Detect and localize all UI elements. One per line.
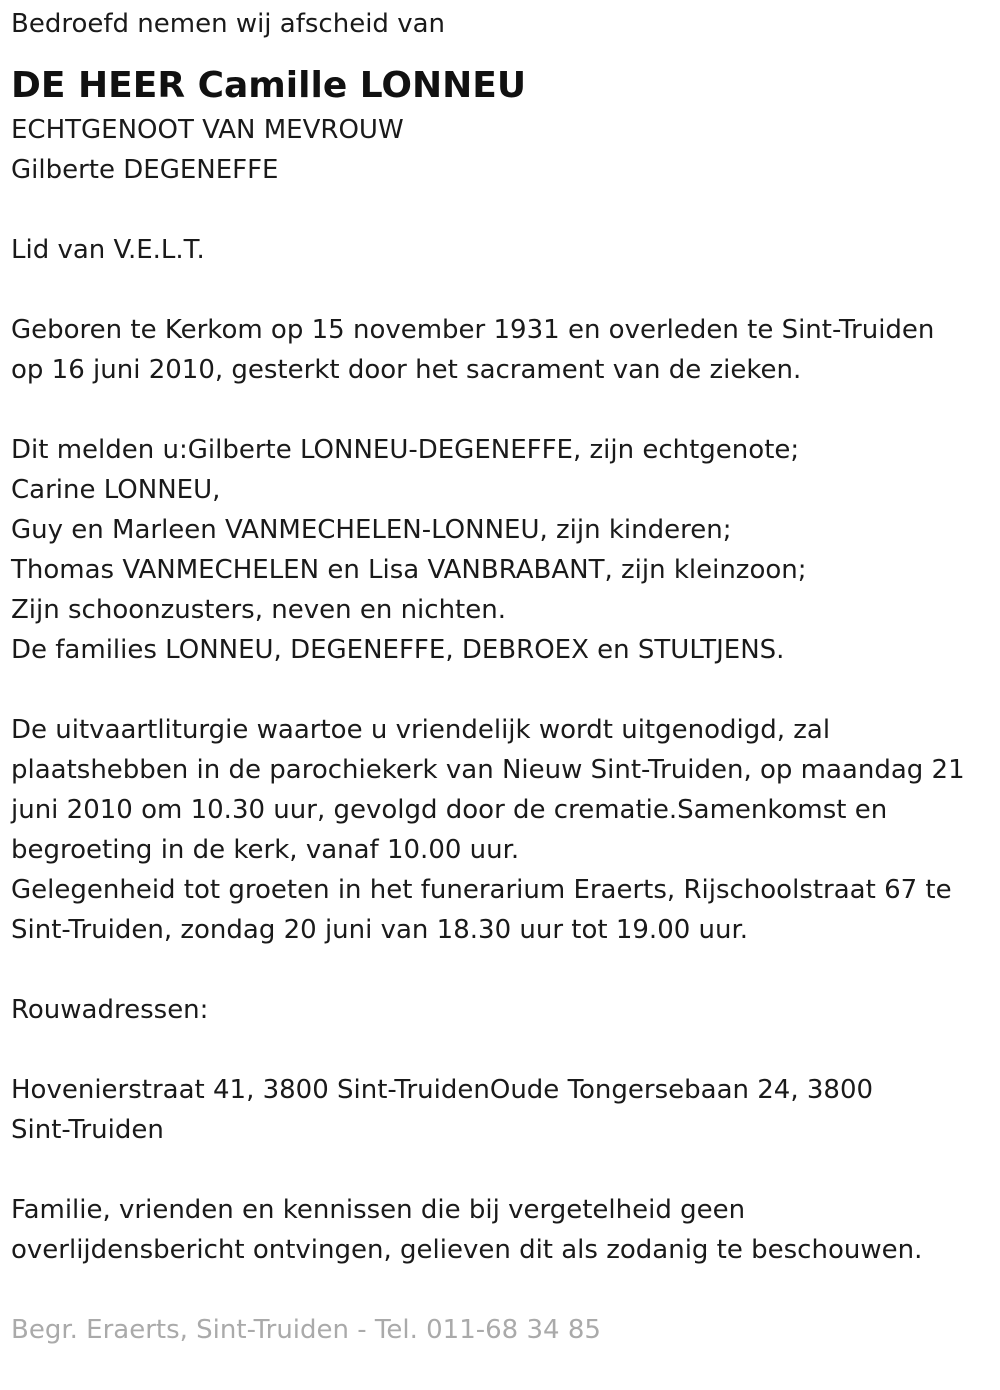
closing-line: overlijdensbericht ontvingen, gelieven dit als zodanig te beschouwen.	[11, 1235, 923, 1265]
spacer	[11, 1150, 989, 1190]
ceremony-line: Gelegenheid tot groeten in het funerarium Eraerts, Rijschoolstraat 67 te	[11, 875, 952, 905]
spacer	[11, 950, 989, 990]
spacer	[11, 1270, 989, 1310]
address-line: Sint-Truiden	[11, 1115, 164, 1145]
deceased-name: DE HEER Camille LONNEU	[11, 65, 527, 106]
addresses-label: Rouwadressen:	[11, 995, 209, 1025]
birth-death-line: Geboren te Kerkom op 15 november 1931 en overleden te Sint-Truiden	[11, 315, 935, 345]
spacer	[11, 270, 989, 310]
spouse-relation: ECHTGENOOT VAN MEVROUW	[11, 115, 404, 145]
ceremony-paragraph	[11, 710, 989, 950]
family-line: De families LONNEU, DEGENEFFE, DEBROEX en STULTJENS.	[11, 635, 785, 665]
spacer	[11, 190, 989, 230]
spacer	[11, 670, 989, 710]
family-line: Zijn schoonzusters, neven en nichten.	[11, 595, 506, 625]
intro-text: Bedroefd nemen wij afscheid van	[11, 9, 445, 39]
closing-paragraph	[11, 1190, 989, 1270]
ceremony-line: De uitvaartliturgie waartoe u vriendelijk wordt uitgenodigd, zal	[11, 715, 831, 745]
ceremony-line: Sint-Truiden, zondag 20 juni van 18.30 uur tot 19.00 uur.	[11, 915, 749, 945]
birth-death-paragraph	[11, 310, 989, 390]
ceremony-line: plaatshebben in de parochiekerk van Nieuw Sint-Truiden, op maandag 21	[11, 755, 965, 785]
address-line: Hovenierstraat 41, 3800 Sint-TruidenOude Tongersebaan 24, 3800	[11, 1075, 874, 1105]
ceremony-line: juni 2010 om 10.30 uur, gevolgd door de crematie.Samenkomst en	[11, 795, 888, 825]
family-paragraph	[11, 430, 989, 670]
family-line: Thomas VANMECHELEN en Lisa VANBRABANT, zijn kleinzoon;	[11, 555, 807, 585]
funeral-home-footer: Begr. Eraerts, Sint-Truiden - Tel. 011-68 34 85	[11, 1315, 601, 1345]
spouse-name: Gilberte DEGENEFFE	[11, 155, 279, 185]
family-line: Guy en Marleen VANMECHELEN-LONNEU, zijn kinderen;	[11, 515, 732, 545]
birth-death-line: op 16 juni 2010, gesterkt door het sacrament van de zieken.	[11, 355, 802, 385]
closing-line: Familie, vrienden en kennissen die bij vergetelheid geen	[11, 1195, 746, 1225]
ceremony-line: begroeting in de kerk, vanaf 10.00 uur.	[11, 835, 520, 865]
family-line: Carine LONNEU,	[11, 475, 221, 505]
spacer	[11, 390, 989, 430]
membership-text: Lid van V.E.L.T.	[11, 235, 205, 265]
spacer	[11, 1030, 989, 1070]
family-line: Dit melden u:Gilberte LONNEU-DEGENEFFE, zijn echtgenote;	[11, 435, 800, 465]
addresses-paragraph	[11, 1070, 989, 1150]
